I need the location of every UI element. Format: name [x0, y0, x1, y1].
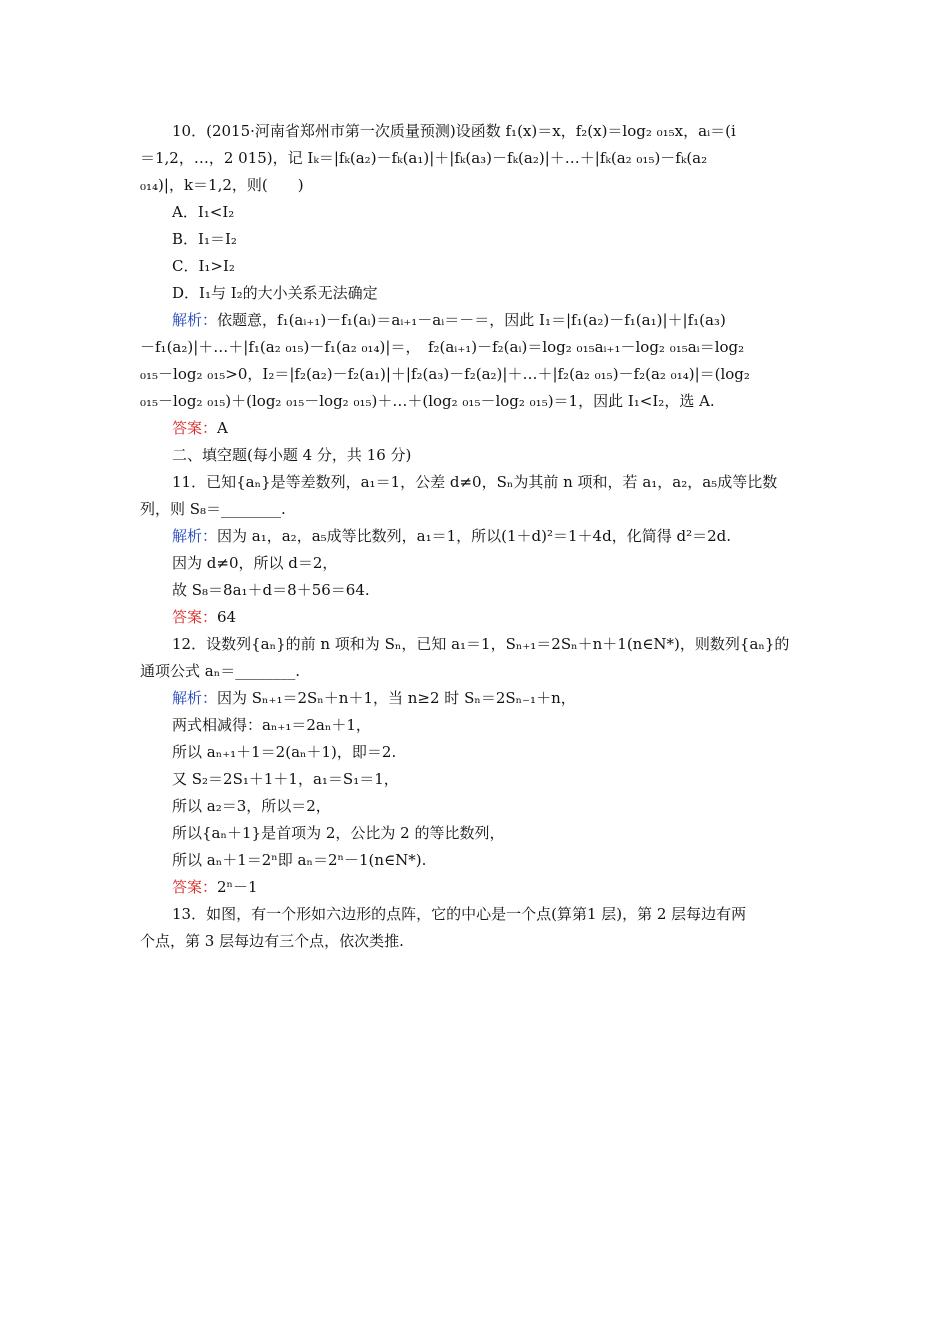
analysis-text: 因为 a₁，a₂，a₅成等比数列，a₁＝1，所以(1＋d)²＝1＋4d，化简得 d²＝2d.	[217, 527, 732, 545]
q13-line-1: 13．如图，有一个形如六边形的点阵，它的中心是一个点(算第1 层)，第 2 层每边有两	[172, 905, 747, 923]
answer-label: 答案：	[172, 878, 218, 896]
q10-option-b: B．I₁＝I₂	[172, 230, 237, 248]
q12-analysis-first	[140, 685, 812, 712]
q12-line-1: 12．设数列{aₙ}的前 n 项和为 Sₙ，已知 a₁＝1，Sₙ₊₁＝2Sₙ＋n＋1(n∈N*)，则数列{aₙ}的	[172, 635, 790, 653]
q10-analysis-first	[140, 307, 812, 334]
analysis-label: 解析：	[172, 689, 218, 707]
q10-line-3: ₀₁₄)|，k＝1,2，则( )	[140, 176, 304, 194]
answer-value: A	[217, 419, 228, 437]
q11-line-2: 列，则 S₈＝________.	[140, 500, 286, 518]
q12-analysis-line: 所以 aₙ₊₁＋1＝2(aₙ＋1)，即＝2.	[172, 743, 397, 761]
q13-line-2: 个点，第 3 层每边有三个点，依次类推.	[140, 932, 404, 950]
q11-answer	[140, 604, 812, 631]
q12-analysis-line: 所以 aₙ＋1＝2ⁿ即 aₙ＝2ⁿ－1(n∈N*).	[172, 851, 427, 869]
answer-label: 答案：	[172, 419, 218, 437]
analysis-text: 因为 Sₙ₊₁＝2Sₙ＋n＋1，当 n≥2 时 Sₙ＝2Sₙ₋₁＋n，	[217, 689, 576, 707]
q12-analysis-line: 两式相减得：aₙ₊₁＝2aₙ＋1，	[172, 716, 371, 734]
analysis-text: 依题意，f₁(aᵢ₊₁)－f₁(aᵢ)＝aᵢ₊₁－aᵢ＝－＝，因此 I₁＝|f₁(a₂)－f₁(a₁)|＋|f₁(a₃)	[217, 311, 726, 329]
analysis-label: 解析：	[172, 311, 218, 329]
q12-analysis-line: 所以{aₙ＋1}是首项为 2，公比为 2 的等比数列，	[172, 824, 505, 842]
q10-analysis-line: －f₁(a₂)|＋…＋|f₁(a₂ ₀₁₅)－f₁(a₂ ₀₁₄)|＝， f₂(aᵢ₊₁)－f₂(aᵢ)＝log₂ ₀₁₅aᵢ₊₁－log₂ ₀₁₅aᵢ＝log₂	[140, 338, 745, 356]
answer-label: 答案：	[172, 608, 218, 626]
q12-analysis-line: 所以 a₂＝3，所以＝2，	[172, 797, 331, 815]
q10-option-c: C．I₁>I₂	[172, 257, 235, 275]
q11-analysis-line: 因为 d≠0，所以 d＝2，	[172, 554, 338, 572]
q11-analysis-line: 故 S₈＝8a₁＋d＝8＋56＝64.	[172, 581, 370, 599]
answer-value: 2ⁿ－1	[217, 878, 258, 896]
q12-answer	[140, 874, 812, 901]
answer-value: 64	[217, 608, 237, 626]
q10-option-d: D．I₁与 I₂的大小关系无法确定	[172, 284, 378, 302]
q11-analysis-first	[140, 523, 812, 550]
q12-analysis-line: 又 S₂＝2S₁＋1＋1，a₁＝S₁＝1，	[172, 770, 399, 788]
q10-answer	[140, 415, 812, 442]
analysis-label: 解析：	[172, 527, 218, 545]
q10-option-a: A．I₁<I₂	[172, 203, 235, 221]
q10-line-2: ＝1,2，…，2 015)，记 Iₖ＝|fₖ(a₂)－fₖ(a₁)|＋|fₖ(a₃)－fₖ(a₂)|＋…＋|fₖ(a₂ ₀₁₅)－fₖ(a₂	[140, 149, 708, 167]
q12-line-2: 通项公式 aₙ＝________.	[140, 662, 300, 680]
section-heading: 二、填空题(每小题 4 分，共 16 分)	[172, 446, 412, 464]
q10-analysis-line: ₀₁₅－log₂ ₀₁₅)＋(log₂ ₀₁₅－log₂ ₀₁₅)＋…＋(log₂ ₀₁₅－log₂ ₀₁₅)＝1，因此 I₁<I₂，选 A.	[140, 392, 715, 410]
q10-line-1: 10．(2015·河南省郑州市第一次质量预测)设函数 f₁(x)＝x，f₂(x)＝log₂ ₀₁₅x，aᵢ＝(i	[172, 122, 736, 140]
q10-analysis-line: ₀₁₅－log₂ ₀₁₅>0，I₂＝|f₂(a₂)－f₂(a₁)|＋|f₂(a₃)－f₂(a₂)|＋…＋|f₂(a₂ ₀₁₅)－f₂(a₂ ₀₁₄)|＝(log₂	[140, 365, 750, 383]
document-page	[140, 118, 812, 955]
q11-line-1: 11．已知{aₙ}是等差数列，a₁＝1，公差 d≠0，Sₙ为其前 n 项和，若 a₁，a₂，a₅成等比数	[172, 473, 778, 491]
